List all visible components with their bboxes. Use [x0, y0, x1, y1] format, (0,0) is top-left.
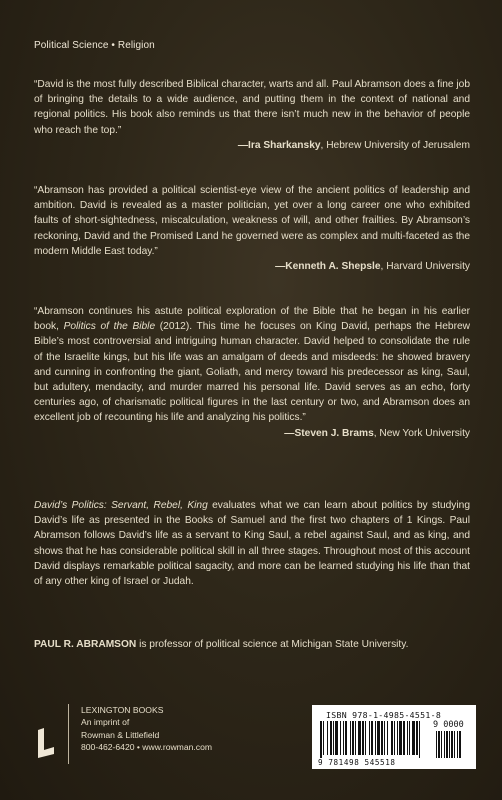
book-title: David’s Politics: Servant, Rebel, King: [34, 500, 208, 511]
endorsement-quote-2: [34, 183, 470, 274]
publisher-contact: 800-462-6420 • www.rowman.com: [81, 741, 213, 752]
quote-text: “David is the most fully described Biblical character, warts and all. Paul Abramson does a fine job of bringing the details to a wide audience, and putting them in the context of national and regional politics. His book also reminds us that there isn’t much new in the behavior of people who reach the top.”: [34, 79, 471, 136]
quote-author-name: —Kenneth A. Shepsle: [275, 261, 381, 273]
endorsement-quote-3: [34, 304, 470, 441]
quote-attribution: [34, 138, 470, 153]
publisher-parent: Rowman & Littlefield: [81, 729, 160, 740]
description-text: evaluates what we can learn about politics by studying David’s life as presented in the Books of Samuel and the first two chapters of 1 Kings. Paul Abramson follows David’s life as a servant to King Saul, a rebel against Saul, and as king, and shows that he has considerable political skill in all three stages. Throughout most of this account David displays remarkable political sagacity, and more can be learned studying his life than that of any other king of Israel or Judah.: [34, 500, 470, 588]
author-bio-text: is professor of political science at Michigan State University.: [136, 639, 409, 650]
quote-author-affiliation: , New York University: [373, 427, 470, 439]
quote-author-name: —Ira Sharkansky: [237, 139, 321, 151]
quote-author-affiliation: , Hebrew University of Jerusalem: [320, 139, 470, 151]
publisher-divider: [68, 704, 69, 764]
publisher-name: LEXINGTON BOOKS: [81, 705, 164, 715]
author-name: PAUL R. ABRAMSON: [34, 639, 137, 650]
ean-digits: 9 781498 545518: [318, 758, 396, 767]
isbn-label: ISBN 978-1-4985-4551-8: [326, 710, 442, 720]
quote-text: “Abramson has provided a political scientist-eye view of the ancient politics of leadership and ambition. David is revealed as a master politician, yet over a long career one who exhibited faults of short-sightedness, miscalculation, weakness of will, and other frailties. By Abramson’s reckoning, David and the Promised Land he governed were as complex and multi-faceted as the modern Middle East today.”: [34, 185, 470, 257]
quote-text-continued: (2012). This time he focuses on King David, perhaps the Hebrew Bible’s most controversial and intriguing human character. David helped to consolidate the rule of the Israelite kings, but his life was an amalgam of deeds and misdeeds: he showed bravery and cunning in confronting the giant, Goliath, and mercy toward his predecessor as king, Saul, but adultery, mendacity, and murder marred his personal life. David serves as an echo, forty centuries ago, of charismatic political figures in the last century or two, and Abramson does an excellent job of recounting his life and analyzing his politics.”: [34, 321, 470, 424]
publisher-imprint-label: An imprint of: [81, 717, 130, 728]
author-bio: [34, 637, 470, 652]
lexington-l-logo-icon: [34, 728, 56, 758]
quote-book-title: Politics of the Bible: [63, 321, 156, 333]
book-description: [34, 498, 470, 589]
quote-text: “Abramson continues his astute political exploration of the Bible that he began in his earlier book,: [34, 306, 470, 333]
publisher-block: [34, 704, 294, 764]
category-label: Political Science • Religion: [34, 40, 155, 51]
price-code: 9 0000: [433, 720, 464, 730]
barcode-area: [312, 705, 476, 769]
barcode-icon: [318, 721, 468, 758]
quote-author-affiliation: , Harvard University: [380, 261, 470, 273]
quote-attribution: [34, 426, 470, 441]
quote-author-name: —Steven J. Brams: [284, 427, 374, 439]
publisher-info: [81, 704, 212, 753]
endorsement-quote-1: [34, 77, 470, 153]
quote-attribution: [34, 259, 470, 274]
